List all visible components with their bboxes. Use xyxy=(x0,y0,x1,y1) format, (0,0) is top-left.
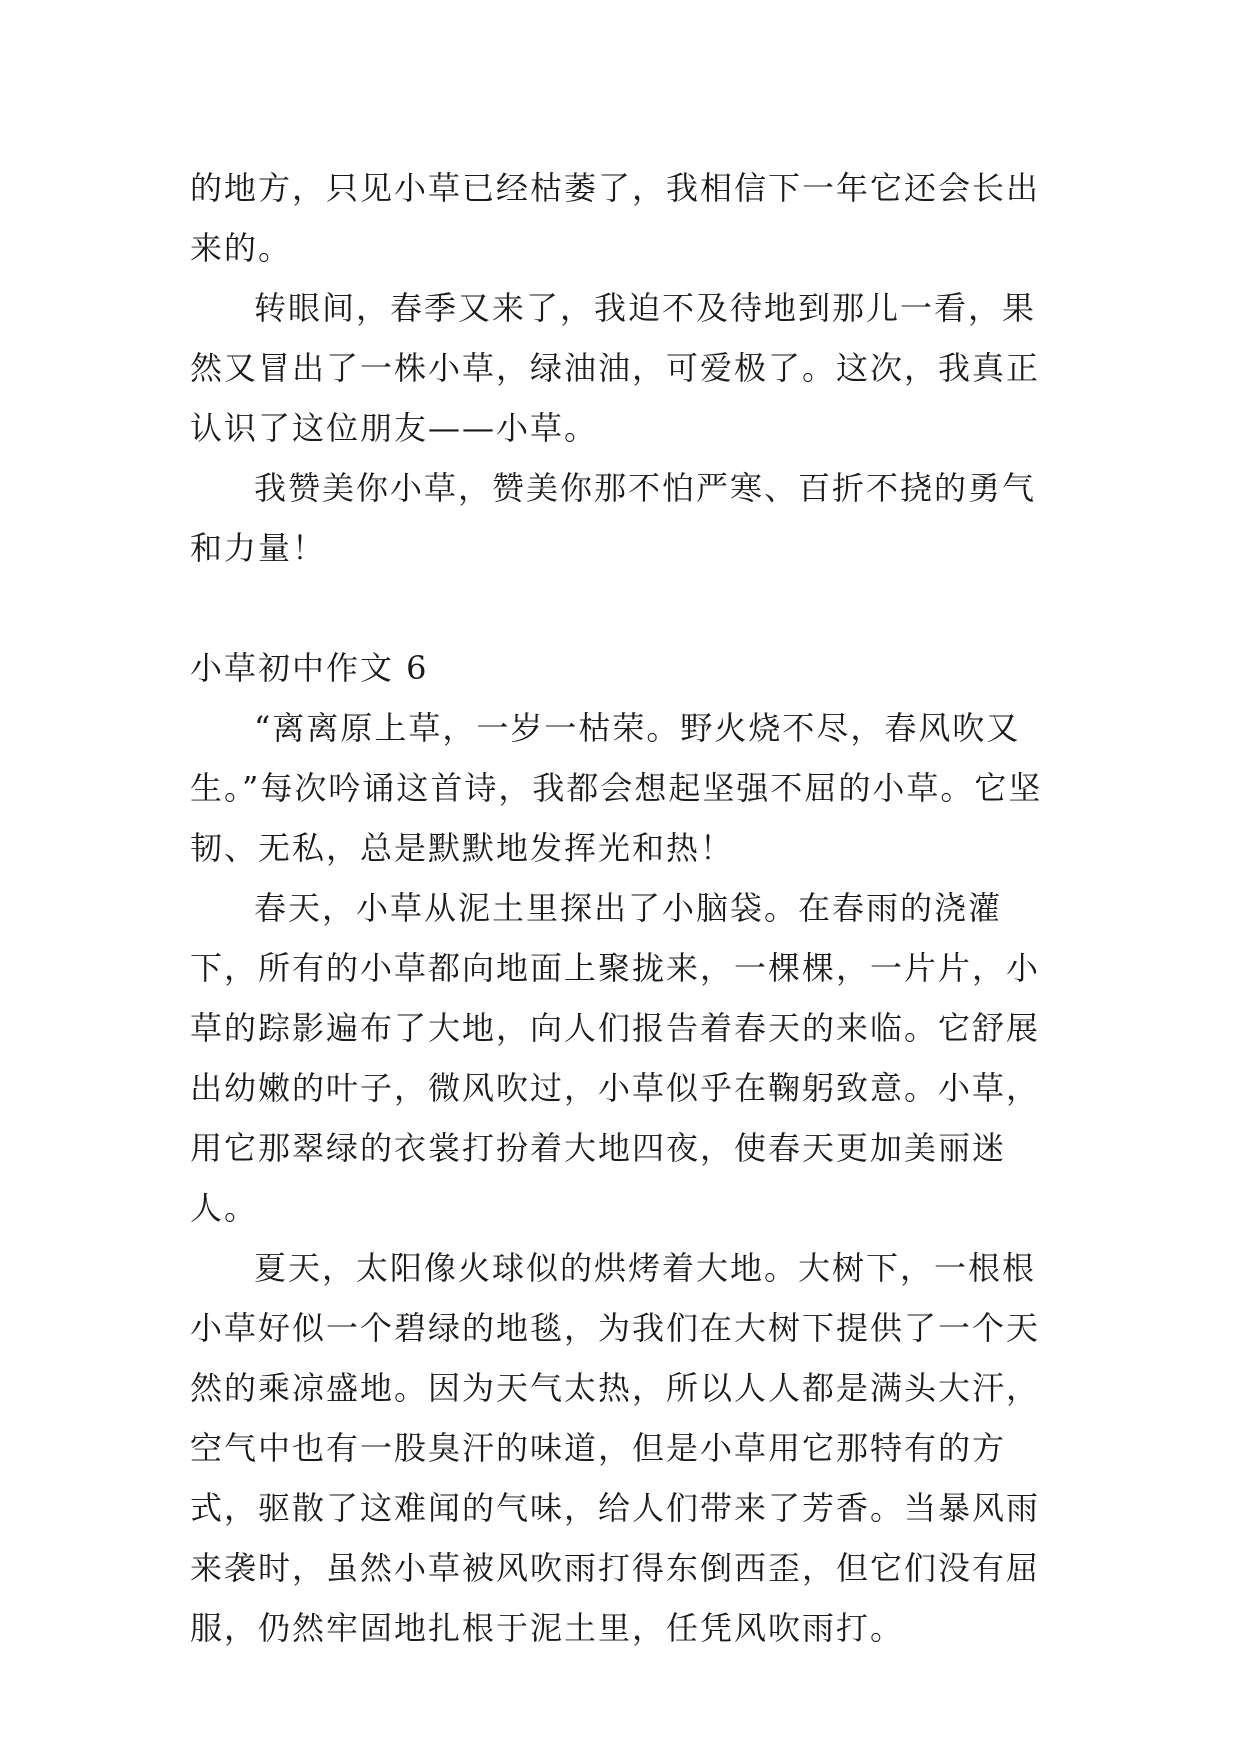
paragraph-spring: 春天，小草从泥土里探出了小脑袋。在春雨的浇灌下，所有的小草都向地面上聚拢来，一棵棵，一片片，小草的踪影遍布了大地，向人们报告着春天的来临。它舒展出幼嫩的叶子，微风吹过，小草似乎在鞠躬致意。小草，用它那翠绿的衣裳打扮着大地四夜，使春天更加美丽迷人。 xyxy=(190,889,1041,1227)
paragraph-continuation: 的地方，只见小草已经枯萎了，我相信下一年它还会长出来的。 xyxy=(190,169,1041,267)
paragraph-summer: 夏天，太阳像火球似的烘烤着大地。大树下，一根根小草好似一个碧绿的地毯，为我们在大树下提供了一个天然的乘凉盛地。因为天气太热，所以人人都是满头大汗，空气中也有一股臭汗的味道，但是小草用它那特有的方式，驱散了这难闻的气味，给人们带来了芳香。当暴风雨来袭时，虽然小草被风吹雨打得东倒西歪，但它们没有屈服，仍然牢固地扎根于泥土里，任凭风吹雨打。 xyxy=(190,1249,1041,1647)
essay-title: 小草初中作文 6 xyxy=(190,649,429,687)
paragraph-poem: “离离原上草，一岁一枯荣。野火烧不尽，春风吹又生。”每次吟诵这首诗，我都会想起坚强不屈的小草。它坚韧、无私，总是默默地发挥光和热！ xyxy=(190,709,1043,867)
paragraph-spring-return: 转眼间，春季又来了，我迫不及待地到那儿一看，果然又冒出了一株小草，绿油油，可爱极了。这次，我真正认识了这位朋友——小草。 xyxy=(190,289,1041,447)
document-body xyxy=(190,158,1052,1658)
paragraph-praise: 我赞美你小草，赞美你那不怕严寒、百折不挠的勇气和力量！ xyxy=(190,469,1037,567)
